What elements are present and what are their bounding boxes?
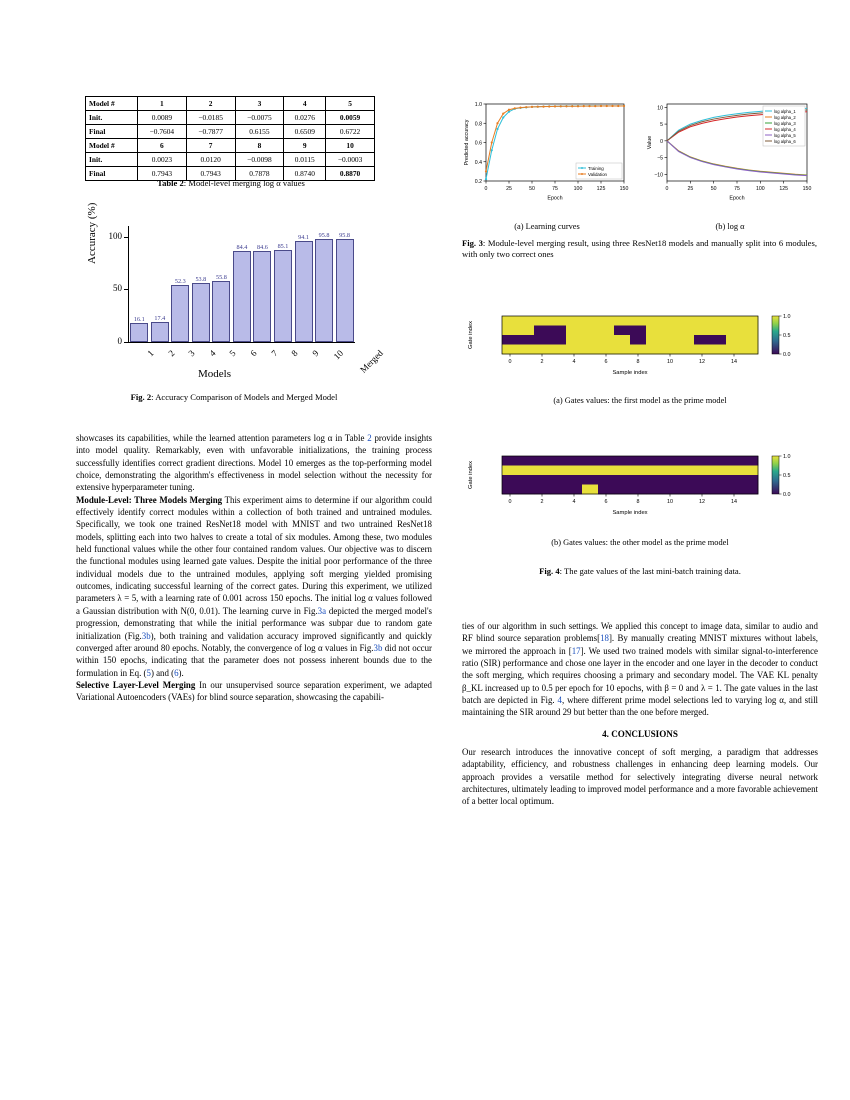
- fig2-bar: [336, 231, 354, 342]
- paragraph-4: [462, 620, 818, 719]
- fig2-bar-value: 95.8: [318, 231, 330, 239]
- table-cell: 0.6509: [284, 125, 326, 139]
- svg-text:75: 75: [552, 186, 558, 192]
- fig2-bar-value: 84.4: [236, 244, 248, 251]
- fig2-bar-value: 17.4: [154, 314, 166, 322]
- svg-text:log alpha_4: log alpha_4: [774, 126, 796, 132]
- table-header-cell: 5: [326, 97, 375, 111]
- table-header-cell: 3: [235, 97, 284, 111]
- svg-text:12: 12: [699, 359, 705, 365]
- svg-text:log alpha_2: log alpha_2: [774, 114, 796, 120]
- fig3b-reference-link[interactable]: 3b: [141, 630, 151, 641]
- table-cell: 0.0059: [326, 111, 375, 125]
- figure-4-caption-label: Fig. 4: [539, 566, 560, 576]
- svg-text:Gate index: Gate index: [468, 460, 474, 490]
- table-2-reference-link[interactable]: 2: [367, 433, 372, 443]
- svg-text:125: 125: [596, 186, 606, 192]
- paragraph-3: [76, 679, 432, 704]
- svg-text:0: 0: [508, 499, 512, 505]
- fig2-y-tick-label: 100: [108, 230, 122, 241]
- fig4b-gates-svg: [462, 452, 818, 516]
- fig2-x-tick-label: 4: [207, 348, 218, 359]
- svg-text:0: 0: [508, 359, 512, 365]
- svg-text:0: 0: [660, 138, 663, 145]
- table-header-cell: 7: [186, 139, 235, 153]
- body-column-right: [462, 620, 818, 808]
- fig2-y-tick-mark: [124, 342, 128, 343]
- svg-text:12: 12: [699, 499, 705, 505]
- ref-17-link[interactable]: 17: [571, 645, 581, 656]
- svg-text:log alpha_6: log alpha_6: [774, 138, 796, 144]
- fig3a-reference-link[interactable]: 3a: [317, 605, 327, 616]
- svg-text:50: 50: [710, 186, 717, 192]
- fig2-plot-area: [128, 226, 355, 343]
- figure-4-caption: [462, 566, 818, 576]
- paragraph-3-heading: Selective Layer-Level Merging: [76, 679, 196, 690]
- figure-3a-subcaption: (a) Learning curves: [514, 222, 580, 231]
- svg-text:log alpha_5: log alpha_5: [774, 132, 796, 138]
- svg-text:0.5: 0.5: [783, 333, 791, 339]
- svg-text:25: 25: [506, 186, 512, 192]
- p2-part-f: ).: [178, 667, 184, 678]
- fig2-bar: [212, 274, 230, 342]
- row-label: Init.: [86, 153, 138, 167]
- svg-text:Gate index: Gate index: [468, 320, 474, 350]
- svg-text:125: 125: [779, 186, 788, 192]
- figure-3-caption-label: Fig. 3: [462, 238, 483, 248]
- fig2-bar: [192, 276, 210, 342]
- fig2-bar: [274, 243, 292, 342]
- table-row: [86, 97, 375, 111]
- fig2-y-axis-label: Accuracy (%): [86, 202, 98, 264]
- table-header-cell: 4: [284, 97, 326, 111]
- row-label: Init.: [86, 111, 138, 125]
- figure-3b-log-alpha: [645, 96, 815, 201]
- fig2-x-tick-label: 1: [145, 348, 156, 359]
- eq-6-reference-link[interactable]: 6: [174, 667, 179, 678]
- figure-2-caption: [76, 392, 392, 402]
- svg-text:0.0: 0.0: [783, 352, 791, 358]
- svg-text:8: 8: [636, 359, 640, 365]
- svg-text:150: 150: [619, 186, 629, 192]
- svg-text:−5: −5: [657, 155, 663, 162]
- fig2-x-tick-label: 2: [166, 348, 177, 359]
- figure-2-caption-label: Fig. 2: [130, 392, 152, 402]
- table-cell: 0.0023: [138, 153, 187, 167]
- fig2-bar-value: 85.1: [277, 243, 289, 251]
- table-cell: 0.0120: [186, 153, 235, 167]
- table-header-model-2: Model #: [86, 139, 138, 153]
- table-cell: −0.0185: [186, 111, 235, 125]
- p4-part-b: ]. By manually creating MNIST mixtures without labels, we mirrored the approach in [: [462, 633, 819, 656]
- table-cell: 0.0115: [284, 153, 326, 167]
- svg-text:0.2: 0.2: [474, 179, 482, 185]
- table-header-cell: 10: [326, 139, 375, 153]
- fig2-bars: [129, 226, 355, 342]
- svg-text:Epoch: Epoch: [547, 195, 563, 201]
- fig2-x-tick-label: 3: [186, 348, 197, 359]
- fig2-bar-value: 55.8: [215, 274, 227, 282]
- fig3a-learning-curves-svg: [462, 96, 632, 201]
- fig2-x-tick-labels: [128, 344, 385, 384]
- table-row: [86, 125, 375, 139]
- svg-text:14: 14: [731, 499, 737, 505]
- figure-4b-heatmap: [462, 452, 818, 516]
- svg-text:150: 150: [802, 186, 812, 192]
- figure-3-caption: [462, 238, 817, 261]
- fig2-bar: [253, 243, 271, 342]
- table-header-cell: 8: [235, 139, 284, 153]
- fig2-bar-value: 52.3: [174, 277, 186, 285]
- svg-text:1.0: 1.0: [783, 314, 791, 320]
- paragraph-2: [76, 494, 432, 679]
- fig3b-log-alpha-svg: [645, 96, 815, 201]
- svg-text:4: 4: [572, 499, 576, 505]
- table-header-cell: 2: [186, 97, 235, 111]
- fig4a-gates-svg: [462, 312, 818, 376]
- svg-text:25: 25: [687, 186, 694, 192]
- svg-text:100: 100: [756, 186, 765, 192]
- svg-text:4: 4: [572, 359, 576, 365]
- p3-text: In our unsupervised source separation experiment, we adapted Variational Autoencoders (VAEs) for blind source separation, showcasing the capabili-: [76, 679, 432, 703]
- fig2-x-axis-label: Models: [198, 368, 231, 380]
- table-cell: −0.0098: [235, 153, 284, 167]
- svg-text:6: 6: [604, 499, 608, 505]
- svg-text:0: 0: [484, 186, 488, 192]
- table-row: [86, 139, 375, 153]
- svg-text:1.0: 1.0: [474, 102, 482, 108]
- figure-3a-learning-curves: [462, 96, 632, 201]
- p2-part-b: depicted the merged model's progression, demonstrating that while the initial performance was subpar due to random gate initialization (Fig.: [76, 605, 433, 641]
- svg-text:8: 8: [636, 499, 640, 505]
- fig2-bar: [315, 231, 333, 342]
- svg-text:10: 10: [667, 359, 673, 365]
- svg-text:0.6: 0.6: [474, 140, 482, 147]
- table-2: [85, 96, 375, 181]
- fig2-y-tick-label: 0: [117, 336, 122, 346]
- fig2-bar-value: 16.1: [133, 316, 145, 324]
- fig2-bar: [233, 244, 251, 342]
- figure-2-bar-chart: [86, 202, 385, 388]
- svg-text:log alpha_3: log alpha_3: [774, 120, 796, 126]
- table-cell: 0.8740: [284, 167, 326, 181]
- table-cell: 0.0276: [284, 111, 326, 125]
- p2-part-e: ) and (: [150, 667, 175, 678]
- table-cell: 0.6722: [326, 125, 375, 139]
- svg-text:1.0: 1.0: [783, 454, 791, 460]
- svg-text:Training: Training: [588, 165, 604, 171]
- eq-5-reference-link[interactable]: 5: [146, 667, 151, 678]
- p4-part-a: ties of our algorithm in such settings. We applied this concept to image data, similar to audio and RF blind source separation problems[: [462, 621, 818, 644]
- table-cell: −0.0075: [235, 111, 284, 125]
- table-2-grid: [85, 96, 375, 181]
- row-label: Final: [86, 125, 138, 139]
- table-header-model: Model #: [86, 97, 138, 111]
- table-2-caption-text: : Model-level merging log α values: [183, 178, 305, 188]
- table-cell: 0.8870: [326, 167, 375, 181]
- p2-part-d: did not occur within 150 epochs, indicating that the parameter does not possess inherent bounds due to the formulation in Eq. (: [76, 642, 433, 678]
- svg-text:10: 10: [667, 499, 673, 505]
- svg-text:Sample index: Sample index: [612, 370, 648, 376]
- fig2-x-tick-label: 8: [289, 348, 300, 359]
- p2-part-c: ), both training and validation accuracy improved significantly and quickly converged after around 80 epochs. Notably, the convergence of log α values in Fig.: [76, 630, 432, 653]
- fig2-y-tick-label: 50: [113, 283, 122, 294]
- table-header-cell: 1: [138, 97, 187, 111]
- table-2-caption-label: Table 2: [157, 178, 184, 188]
- figure-2-caption-text: : Accuracy Comparison of Models and Merged Model: [151, 392, 338, 402]
- table-cell: −0.7604: [138, 125, 187, 139]
- svg-text:2: 2: [540, 359, 544, 365]
- figure-4b-subcaption: (b) Gates values: the other model as the prime model: [551, 538, 729, 547]
- fig2-x-tick-label: 10: [331, 348, 346, 362]
- svg-text:10: 10: [657, 105, 663, 112]
- svg-text:6: 6: [604, 359, 608, 365]
- svg-text:75: 75: [734, 186, 740, 192]
- table-cell: 0.7943: [186, 167, 235, 181]
- table-2-caption: [85, 178, 377, 188]
- fig2-bar: [171, 277, 189, 342]
- row-label: Final: [86, 167, 138, 181]
- fig2-bar: [151, 314, 169, 342]
- svg-text:0.5: 0.5: [783, 473, 791, 479]
- p1-part-a: showcases its capabilities, while the learned attention parameters log α in Table: [76, 433, 368, 443]
- fig2-x-tick-label: 6: [248, 348, 259, 359]
- table-cell: 0.7878: [235, 167, 284, 181]
- svg-text:Sample index: Sample index: [612, 510, 648, 516]
- p2-part-a: This experiment aims to determine if our algorithm could effectively identify correct modules within a collection of both trained and untrained modules. Specifically, we took one trained ResNet18 model with MNIST and two untrained ResNet18 models, splitting each into two halves to create a total of six modules. Among these, two modules held functional values while the other four contained random values. Our objective was to discern the functional modules using learned gate values. Despite the initial poor performance of the three individual models due to the untrained modules, applying soft merging yielded promising outcomes, indicating successful learning of the correct gates. During this experiment, we utilized parameters λ = 5, with a learning rate of 0.001 across 150 epochs. The initial log α values followed a Gaussian distribution with N(0, 0.01). The learning curve in Fig.: [76, 494, 432, 616]
- svg-text:Value: Value: [647, 135, 653, 150]
- table-cell: −0.7877: [186, 125, 235, 139]
- svg-text:Predicted accuracy: Predicted accuracy: [464, 119, 470, 166]
- table-cell: −0.0003: [326, 153, 375, 167]
- svg-text:100: 100: [573, 186, 583, 192]
- paragraph-1: [76, 432, 432, 494]
- figure-3b-subcaption: (b) log α: [715, 222, 745, 231]
- fig2-x-tick-label: 7: [268, 348, 280, 359]
- fig2-bar: [130, 316, 148, 342]
- table-header-cell: 6: [138, 139, 187, 153]
- paragraph-5: Our research introduces the innovative concept of soft merging, a paradigm that addresses adaptability, efficiency, and robustness challenges in enhancing deep learning models. Our approach provides a versatile method for selectively integrating diverse neural network architectures, ultimately leading to improved model performance and a more favorable achievement of a better local optimum.: [462, 747, 818, 807]
- fig2-bar-value: 94.1: [298, 233, 309, 241]
- svg-text:0.0: 0.0: [783, 492, 791, 498]
- svg-text:−10: −10: [654, 172, 663, 179]
- table-header-cell: 9: [284, 139, 326, 153]
- svg-text:5: 5: [660, 122, 663, 129]
- ref-18-link[interactable]: 18: [600, 633, 609, 644]
- fig4-reference-link[interactable]: 4: [557, 695, 562, 706]
- figure-3-caption-text: : Module-level merging result, using three ResNet18 models and manually split into 6 modules, with only two correct ones: [462, 238, 817, 260]
- table-cell: 0.0089: [138, 111, 187, 125]
- body-column-left: [76, 432, 432, 704]
- fig2-bar-value: 95.8: [339, 231, 350, 239]
- fig2-bar: [295, 233, 313, 342]
- fig2-y-tick-mark: [124, 289, 128, 290]
- table-row: [86, 153, 375, 167]
- fig2-x-tick-label: 9: [309, 348, 321, 359]
- svg-text:0.4: 0.4: [474, 159, 482, 166]
- p4-part-c: ]. We used two trained models with similar signal-to-interference ratio (SIR) performance and chose one layer in the encoder and one layer in the decoder to conduct the soft merging, which requires choosing a primary and secondary model. The VAE KL penalty β_KL increased up to 0.5 per epoch for 10 epochs, with β = 0 and λ = 1. The gate values in the last batch are depicted in Fig.: [462, 645, 818, 706]
- fig2-x-tick-label: Merged: [357, 348, 385, 375]
- fig3b-reference-link-2[interactable]: 3b: [373, 642, 383, 653]
- figure-4a-heatmap: [462, 312, 818, 376]
- fig2-y-tick-mark: [124, 237, 128, 238]
- svg-text:50: 50: [529, 186, 535, 192]
- p1-part-b: provide insights into model quality. Remarkably, even with unfavorable initializations, the training process successfully identifies correct gradient directions. Model 10 emerges as the top-performing model choice, demonstrating the algorithm's effectiveness in model selection without the necessity for extensive hyperparameter tuning.: [76, 433, 432, 493]
- svg-text:2: 2: [540, 499, 544, 505]
- fig2-bar-value: 53.8: [195, 276, 207, 284]
- svg-text:0: 0: [665, 186, 669, 192]
- svg-text:log alpha_1: log alpha_1: [774, 108, 796, 114]
- figure-4a-subcaption: (a) Gates values: the first model as the prime model: [553, 396, 727, 405]
- table-row: [86, 111, 375, 125]
- p4-part-d: , where different prime model selections led to varying log α, and still maintaining the SIR around 29 but better than the one before merged.: [462, 695, 819, 718]
- table-cell: 0.7943: [138, 167, 187, 181]
- svg-text:Validation: Validation: [588, 171, 607, 177]
- fig2-x-tick-label: 5: [227, 348, 239, 359]
- svg-text:Epoch: Epoch: [729, 195, 745, 201]
- svg-text:0.8: 0.8: [474, 121, 482, 128]
- table-cell: 0.6155: [235, 125, 284, 139]
- section-heading-conclusions: 4. CONCLUSIONS: [602, 728, 678, 739]
- figure-4-caption-text: : The gate values of the last mini-batch training data.: [559, 566, 741, 576]
- paragraph-2-heading: Module-Level: Three Models Merging: [76, 494, 223, 505]
- fig2-bar-value: 84.6: [257, 243, 268, 251]
- svg-text:14: 14: [731, 359, 737, 365]
